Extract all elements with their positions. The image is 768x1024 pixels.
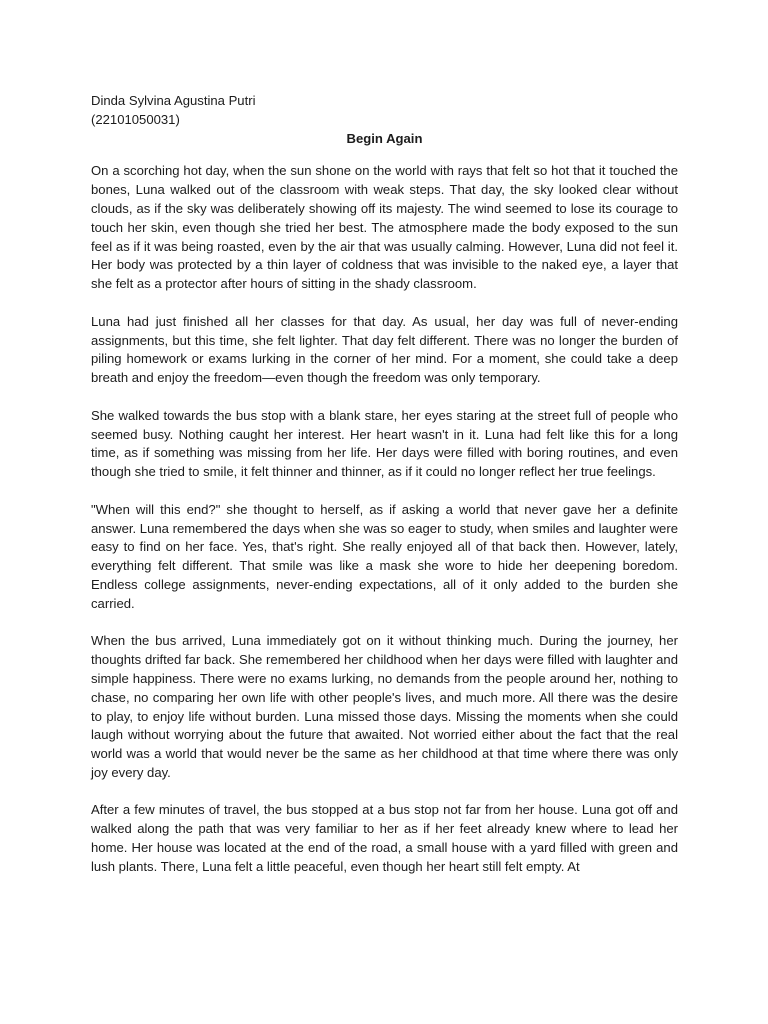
author-name: Dinda Sylvina Agustina Putri bbox=[91, 93, 256, 108]
paragraph-1: On a scorching hot day, when the sun shone on the world with rays that felt so hot that it touched the bones, Luna walked out of the classroom with weak steps. That day, the sky looked clear without clouds, as if the sky was deliberately showing off its majesty. The wind seemed to lose its courage to touch her skin, even though she tried her best. The atmosphere made the body exposed to the sun feel as if it was being roasted, even by the air that was usually calming. However, Luna did not feel it. Her body was protected by a thin layer of coldness that was invisible to the naked eye, a layer that she felt as a protector after hours of sitting in the shady classroom. bbox=[91, 163, 678, 292]
student-id: (22101050031) bbox=[91, 111, 180, 127]
paragraph-5: When the bus arrived, Luna immediately got on it without thinking much. During the journey, her thoughts drifted far back. She remembered her childhood when her days were filled with laughter and simple happiness. There were no exams lurking, no demands from the people around her, nothing to chase, no comparing her own life with other people's lives, and much more. All there was the desire to play, to enjoy life without burden. Luna missed those days. Missing the moments when she could laugh without worrying about the future that awaited. Not worried either about the fact that the real world was a world that would never be the same as her childhood at that time where there was only joy every day. bbox=[91, 633, 678, 780]
paragraph-2: Luna had just finished all her classes for that day. As usual, her day was full of never-ending assignments, but this time, she felt lighter. That day felt different. There was no longer the burden of piling homework or exams lurking in the corner of her mind. For a moment, she could take a deep breath and enjoy the freedom—even though the freedom was only temporary. bbox=[91, 313, 678, 386]
paragraph-4: "When will this end?" she thought to herself, as if asking a world that never gave her a definite answer. Luna remembered the days when she was so eager to study, when smiles and laughter were easy to find on her face. Yes, that's right. She really enjoyed all of that back then. However, lately, everything felt different. That smile was like a mask she wore to hide her deepening boredom. Endless college assignments, never-ending expectations, all of it only added to the burden she carried. bbox=[91, 501, 678, 611]
document-body bbox=[91, 92, 678, 895]
document-title: Begin Again bbox=[346, 130, 423, 146]
paragraph-6: After a few minutes of travel, the bus stopped at a bus stop not far from her house. Luna got off and walked along the path that was very familiar to her as if her feet already knew where to lead her home. Her house was located at the end of the road, a small house with a yard filled with green and lush plants. There, Luna felt a little peaceful, even though her heart still felt empty. At bbox=[91, 802, 678, 874]
paragraph-3: She walked towards the bus stop with a blank stare, her eyes staring at the street full of people who seemed busy. Nothing caught her interest. Her heart wasn't in it. Luna had felt like this for a long time, as if something was missing from her life. Her days were filled with boring routines, and even though she tried to smile, it felt thinner and thinner, as if it could no longer reflect her true feelings. bbox=[91, 407, 678, 480]
